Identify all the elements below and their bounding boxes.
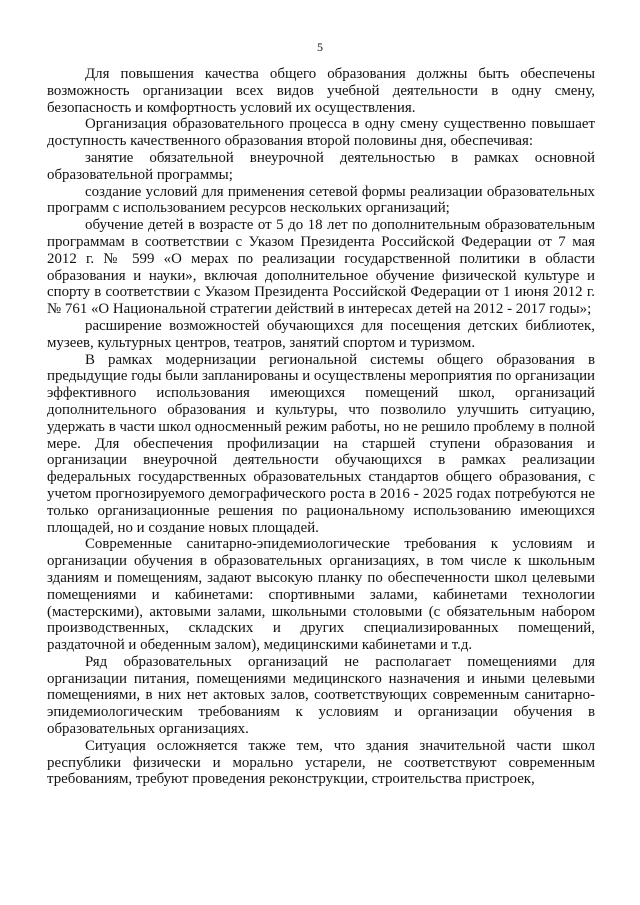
paragraph: Ряд образовательных организаций не располагает помещениями для организации питания, помещениями медицинского назначения и иными целевыми помещениями, в них нет актовых залов, соответствующих современным санитарно-эпидемиологическим требованиям к условиям и организации обучения в образовательных организациях. [47,653,595,738]
paragraph: Ситуация осложняется также тем, что здания значительной части школ республики физически и морально устарели, не соответствуют современным требованиям, требуют проведения реконструкции, строительства пристроек, [47,737,595,788]
paragraph: занятие обязательной внеурочной деятельностью в рамках основной образовательной программы; [47,149,595,183]
paragraph: Организация образовательного процесса в одну смену существенно повышает доступность качественного образования второй половины дня, обеспечивая: [47,116,595,150]
paragraph: Для повышения качества общего образования должны быть обеспечены возможность организации всех видов учебной деятельности в одну смену, безопасность и комфортность условий их осуществления. [47,66,595,116]
paragraph: обучение детей в возрасте от 5 до 18 лет по дополнительным образовательным программам в соответствии с Указом Президента Российской Федерации от 7 мая 2012 г. № 599 «О мерах по реализации государственной политики в области образования и науки», включая дополнительное обучение физической культуре и спорту в соответствии с Указом Президента Российской Федерации от 1 июня 2012 г. № 761 «О Национальной стратегии действий в интересах детей на 2012 - 2017 годы»; [47,217,595,318]
paragraph: расширение возможностей обучающихся для посещения детских библиотек, музеев, культурных центров, театров, занятий спортом и туризмом. [47,317,595,351]
document-body [47,66,595,788]
paragraph: Современные санитарно-эпидемиологические требования к условиям и организации обучения в образовательных организациях, в том числе к школьным зданиям и помещениям, задают высокую планку по обеспеченности школ целевыми помещениями и кабинетами: спортивными залами, кабинетами технологии (мастерскими), актовыми залами, школьными столовыми (с обязательным набором производственных, складских и других специализированных помещений, раздаточной и обеденным залом), медицинскими кабинетами и т.д. [47,536,595,654]
paragraph: В рамках модернизации региональной системы общего образования в предыдущие годы были запланированы и осуществлены мероприятия по организации эффективного использования имеющихся помещений школ, организаций дополнительного образования и культуры, что позволило улучшить ситуацию, удержать в части школ односменный режим работы, но не решило проблему в полной мере. Для обеспечения профилизации на старшей ступени образования и организации внеурочной деятельности обучающихся в рамках реализации федеральных государственных образовательных стандартов общего образования, с учетом прогнозируемого демографического роста в 2016 - 2025 годах потребуются не только организационные решения по рациональному использованию имеющихся площадей, но и создание новых площадей. [47,351,596,536]
page-number: 5 [317,40,323,54]
paragraph: создание условий для применения сетевой формы реализации образовательных программ с использованием ресурсов нескольких организаций; [47,183,595,217]
